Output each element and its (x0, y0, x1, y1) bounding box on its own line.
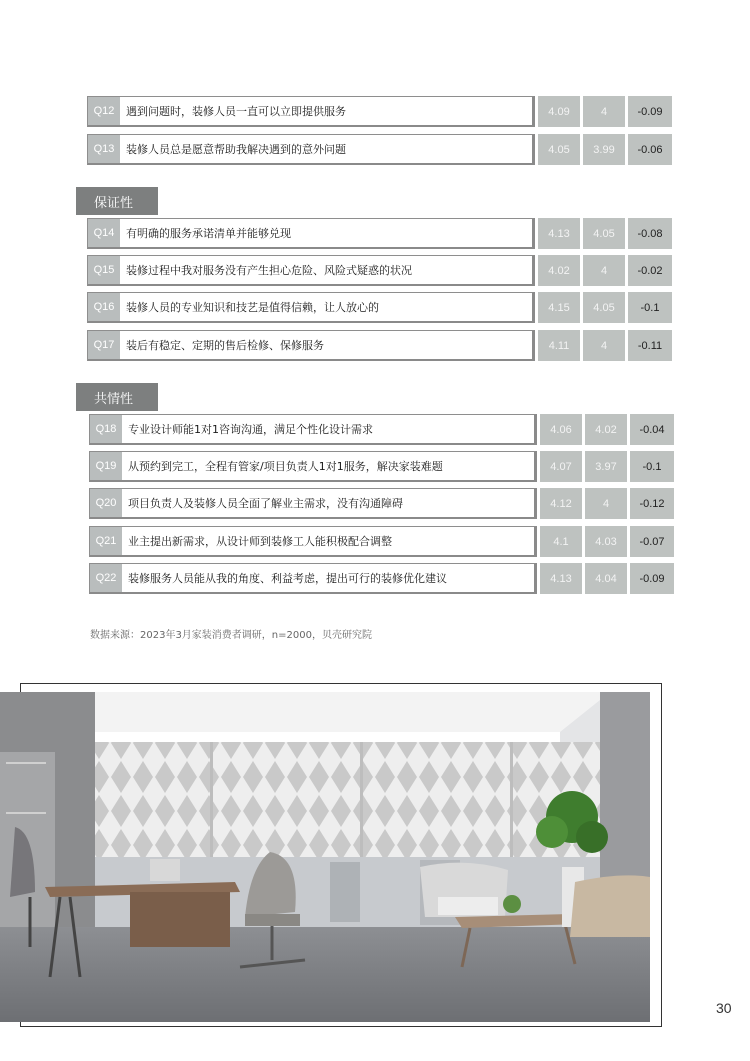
value-cell: 4.04 (585, 563, 627, 594)
table-row (87, 96, 672, 127)
question-text: 有明确的服务承诺清单并能够兑现 (126, 227, 291, 240)
table-row (87, 292, 672, 323)
question-id: Q16 (88, 293, 120, 321)
question-id: Q12 (88, 97, 120, 125)
question-id: Q19 (90, 452, 122, 480)
question-text: 装修服务人员能从我的角度、利益考虑，提出可行的装修优化建议 (128, 572, 447, 585)
gap-cell: -0.09 (628, 96, 672, 127)
value-cell: 4.05 (583, 218, 625, 249)
value-cell: 4 (583, 96, 625, 127)
question-text: 项目负责人及装修人员全面了解业主需求，没有沟通障碍 (128, 497, 403, 510)
value-cell: 4.03 (585, 526, 627, 557)
table-row (89, 526, 674, 557)
value-cell: 4.1 (540, 526, 582, 557)
value-cell: 4.02 (585, 414, 627, 445)
question-id: Q14 (88, 219, 120, 247)
table-row (87, 218, 672, 249)
value-cell: 3.97 (585, 451, 627, 482)
gap-cell: -0.06 (628, 134, 672, 165)
gap-cell: -0.09 (630, 563, 674, 594)
table-row (87, 255, 672, 286)
table-row (87, 330, 672, 361)
gap-cell: -0.1 (630, 451, 674, 482)
gap-cell: -0.12 (630, 488, 674, 519)
question-id: Q13 (88, 135, 120, 163)
value-cell: 4.02 (538, 255, 580, 286)
value-cell: 4.06 (540, 414, 582, 445)
question-text: 从预约到完工，全程有管家/项目负责人1对1服务，解决家装难题 (128, 460, 443, 473)
value-cell: 4.09 (538, 96, 580, 127)
question-id: Q22 (90, 564, 122, 592)
question-id: Q15 (88, 256, 120, 284)
question-text: 遇到问题时，装修人员一直可以立即提供服务 (126, 105, 346, 118)
question-text: 装修人员的专业知识和技艺是值得信赖，让人放心的 (126, 301, 379, 314)
gap-cell: -0.02 (628, 255, 672, 286)
gap-cell: -0.04 (630, 414, 674, 445)
value-cell: 4.05 (538, 134, 580, 165)
value-cell: 4.15 (538, 292, 580, 323)
value-cell: 4 (583, 330, 625, 361)
question-id: Q20 (90, 489, 122, 517)
table-row (89, 488, 674, 519)
value-cell: 4 (585, 488, 627, 519)
section-header-assurance: 保证性 (76, 187, 158, 215)
value-cell: 4.13 (538, 218, 580, 249)
question-text: 专业设计师能1对1咨询沟通，满足个性化设计需求 (128, 423, 373, 436)
data-source-note: 数据来源：2023年3月家装消费者调研，n=2000，贝壳研究院 (90, 630, 372, 641)
gap-cell: -0.1 (628, 292, 672, 323)
question-text: 业主提出新需求，从设计师到装修工人能积极配合调整 (128, 535, 392, 548)
value-cell: 4.05 (583, 292, 625, 323)
page-number: 30 (716, 1000, 732, 1016)
gap-cell: -0.07 (630, 526, 674, 557)
question-id: Q17 (88, 331, 120, 359)
table-row (89, 451, 674, 482)
gap-cell: -0.08 (628, 218, 672, 249)
table-row (89, 414, 674, 445)
section-header-empathy: 共情性 (76, 383, 158, 411)
office-photo (0, 692, 650, 1022)
table-row (87, 134, 672, 165)
question-id: Q18 (90, 415, 122, 443)
question-text: 装修过程中我对服务没有产生担心危险、风险式疑惑的状况 (126, 264, 412, 277)
value-cell: 3.99 (583, 134, 625, 165)
gap-cell: -0.11 (628, 330, 672, 361)
question-id: Q21 (90, 527, 122, 555)
value-cell: 4.13 (540, 563, 582, 594)
value-cell: 4 (583, 255, 625, 286)
value-cell: 4.12 (540, 488, 582, 519)
value-cell: 4.11 (538, 330, 580, 361)
question-text: 装修人员总是愿意帮助我解决遇到的意外问题 (126, 143, 346, 156)
table-row (89, 563, 674, 594)
value-cell: 4.07 (540, 451, 582, 482)
question-text: 装后有稳定、定期的售后检修、保修服务 (126, 339, 324, 352)
